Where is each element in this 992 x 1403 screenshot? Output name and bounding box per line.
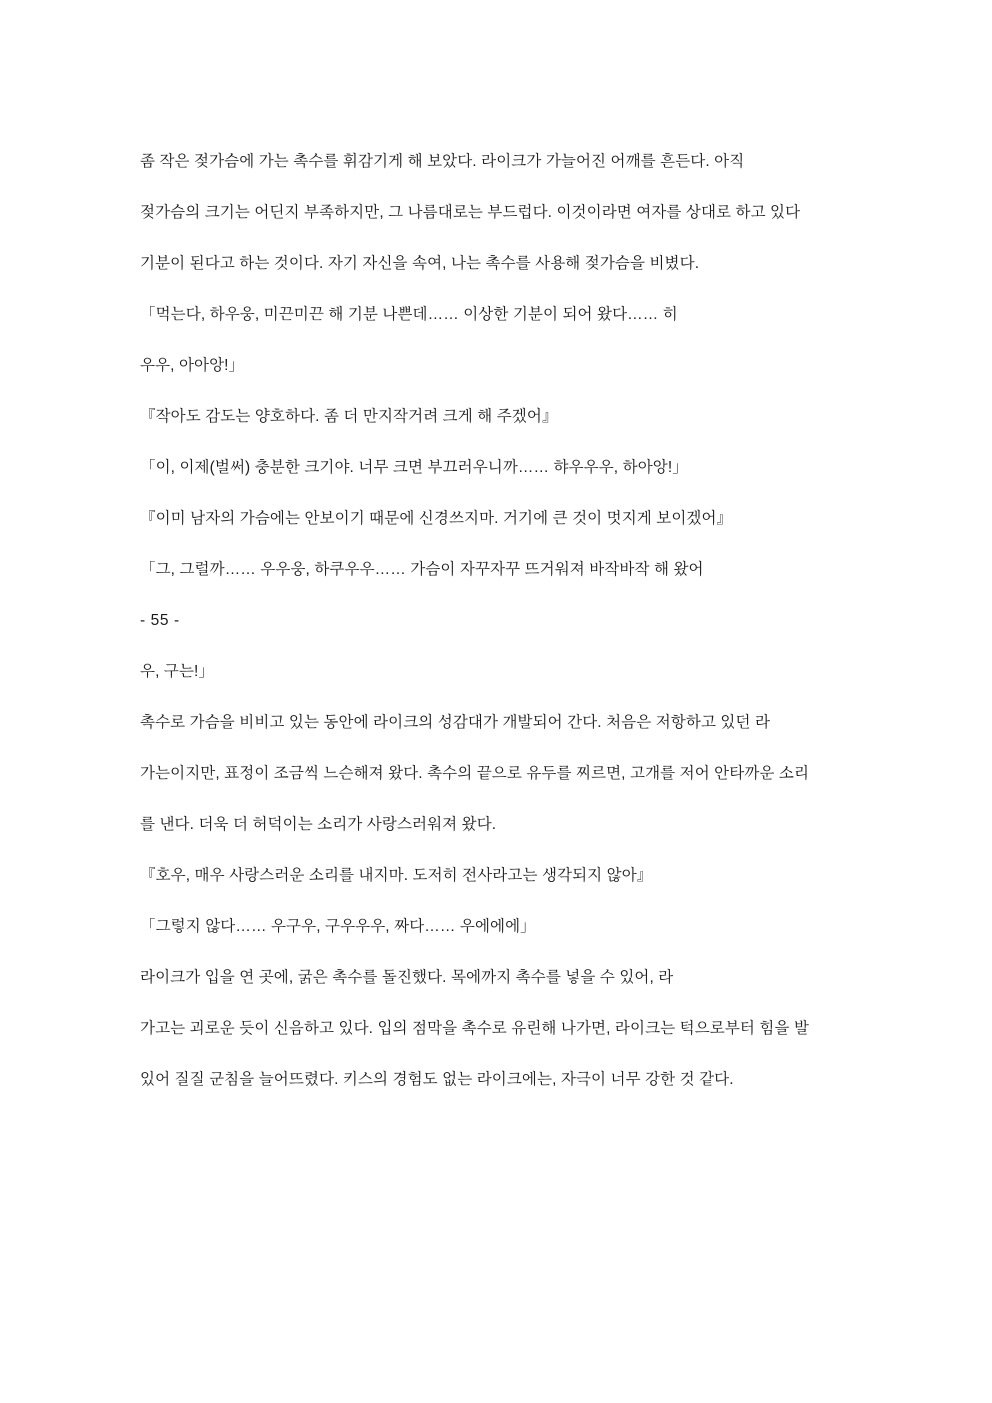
paragraph: 「먹는다, 하우웅, 미끈미끈 해 기분 나쁜데…… 이상한 기분이 되어 왔다…… 히 [140, 306, 678, 324]
paragraph: 『이미 남자의 가슴에는 안보이기 때문에 신경쓰지마. 거기에 큰 것이 멋지게 보이겠어』 [140, 510, 733, 528]
paragraph: 『작아도 감도는 양호하다. 좀 더 만지작거려 크게 해 주겠어』 [140, 408, 558, 426]
paragraph: 가고는 괴로운 듯이 신음하고 있다. 입의 점막을 촉수로 유린해 나가면, 라이크는 턱으로부터 힘을 발 [140, 1020, 810, 1038]
paragraph: 우, 구는!」 [140, 663, 215, 681]
paragraph: 「그, 그럴까…… 우우웅, 하쿠우우…… 가슴이 자꾸자꾸 뜨거워져 바작바작 해 왔어 [140, 561, 704, 579]
paragraph: 촉수로 가슴을 비비고 있는 동안에 라이크의 성감대가 개발되어 간다. 처음은 저항하고 있던 라 [140, 714, 771, 732]
paragraph: 좀 작은 젖가슴에 가는 촉수를 휘감기게 해 보았다. 라이크가 가늘어진 어깨를 흔든다. 아직 [140, 153, 745, 170]
paragraph: 있어 질질 군침을 늘어뜨렸다. 키스의 경험도 없는 라이크에는, 자극이 너무 강한 것 같다. [140, 1071, 734, 1089]
paragraph: 를 낸다. 더욱 더 허덕이는 소리가 사랑스러워져 왔다. [140, 816, 497, 834]
paragraph: 기분이 된다고 하는 것이다. 자기 자신을 속여, 나는 촉수를 사용해 젖가슴을 비볐다. [140, 255, 700, 273]
paragraph: 『호우, 매우 사랑스러운 소리를 내지마. 도저히 전사라고는 생각되지 않아』 [140, 867, 653, 885]
document-body [140, 150, 852, 1092]
paragraph: 「그렇지 않다…… 우구우, 구우우우, 짜다…… 우에에에」 [140, 918, 536, 936]
paragraph: 젖가슴의 크기는 어딘지 부족하지만, 그 나름대로는 부드럽다. 이것이라면 여자를 상대로 하고 있다 [140, 204, 801, 222]
paragraph: 우우, 아아앙!」 [140, 357, 245, 375]
page-number: - 55 - [140, 612, 180, 630]
paragraph: 가는이지만, 표정이 조금씩 느슨해져 왔다. 촉수의 끝으로 유두를 찌르면, 고개를 저어 안타까운 소리 [140, 765, 810, 783]
paragraph: 라이크가 입을 연 곳에, 굵은 촉수를 돌진했다. 목에까지 촉수를 넣을 수 있어, 라 [140, 969, 674, 987]
paragraph: 「이, 이제(벌써) 충분한 크기야. 너무 크면 부끄러우니까…… 햐우우우, 하아앙!」 [140, 459, 688, 477]
